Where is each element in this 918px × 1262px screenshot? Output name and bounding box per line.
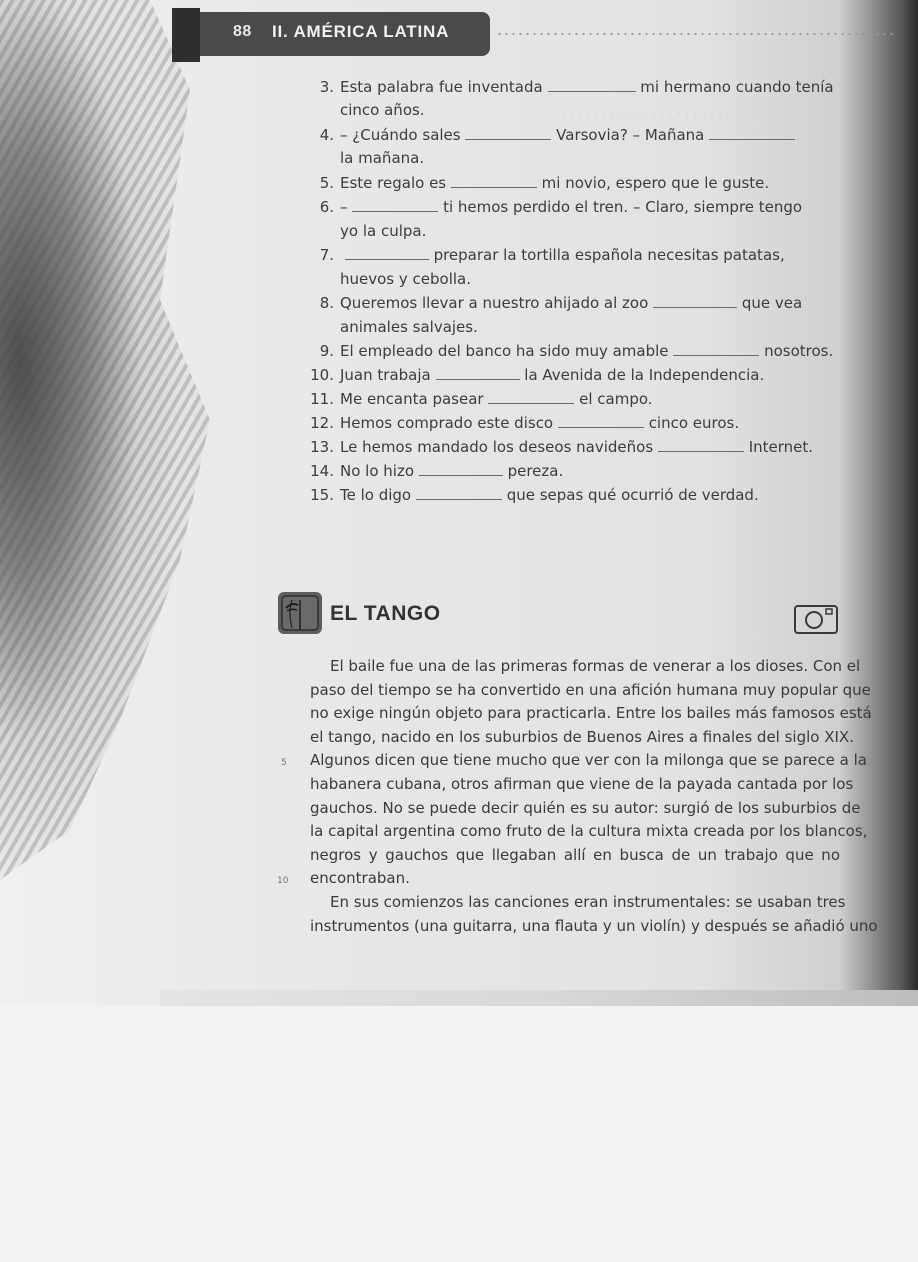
- blank-field[interactable]: [416, 487, 502, 500]
- blank-field[interactable]: [558, 415, 644, 428]
- exercise-text-after: la Avenida de la Independencia.: [524, 366, 765, 384]
- text-line: En sus comienzos las canciones eran instrumentales: se usaban tres: [330, 892, 846, 911]
- exercise-text-before: Hemos comprado este disco: [340, 414, 554, 432]
- exercise-text-after: preparar la tortilla española necesitas patatas,: [433, 246, 785, 264]
- exercise-continuation: cinco años.: [340, 101, 425, 119]
- exercise-continuation: animales salvajes.: [340, 318, 478, 336]
- blank-field[interactable]: [419, 463, 503, 476]
- blank-field[interactable]: [658, 439, 744, 452]
- exercise-text-before: –: [340, 198, 348, 216]
- blank-field[interactable]: [465, 127, 551, 140]
- exercise-number: 14.: [310, 462, 334, 480]
- exercise-number: 6.: [319, 198, 334, 216]
- exercise-text-before: Juan trabaja: [340, 366, 431, 384]
- text-line: no exige ningún objeto para practicarla. Entre los bailes más famosos está: [310, 704, 872, 723]
- exercise-item: [306, 126, 795, 144]
- exercise-number: 15.: [310, 486, 334, 504]
- header-dotted-rule: [496, 33, 896, 35]
- exercise-text-after: ti hemos perdido el tren. – Claro, siempre tengo: [443, 198, 803, 216]
- exercise-number: 3.: [319, 78, 334, 96]
- exercise-text-middle: Varsovia? – Mañana: [556, 126, 705, 144]
- reading-text: [310, 655, 878, 938]
- exercise-text-before: Queremos llevar a nuestro ahijado al zoo: [340, 294, 649, 312]
- exercise-text-before: Me encanta pasear: [340, 390, 484, 408]
- exercise-number: 13.: [310, 438, 334, 456]
- text-line: instrumentos (una guitarra, una flauta y un violín) y después se añadió uno: [310, 916, 878, 935]
- exercise-item: [306, 246, 785, 264]
- chapter-title: II. AMÉRICA LATINA: [272, 22, 450, 41]
- blank-field[interactable]: [436, 367, 520, 380]
- line-number: 5: [281, 758, 287, 768]
- exercise-text-before: Esta palabra fue inventada: [340, 78, 543, 96]
- exercise-text-after: cinco euros.: [648, 414, 740, 432]
- page-number: 88: [233, 23, 252, 40]
- section-title: EL TANGO: [330, 602, 441, 625]
- blank-field[interactable]: [345, 247, 429, 260]
- exercise-text-before: Te lo digo: [340, 486, 412, 504]
- exercise-text-before: El empleado del banco ha sido muy amable: [340, 342, 669, 360]
- camera-icon: [793, 601, 839, 635]
- blank-field[interactable]: [451, 175, 537, 188]
- blank-field[interactable]: [488, 391, 574, 404]
- exercise-text-before: – ¿Cuándo sales: [340, 126, 461, 144]
- blank-field[interactable]: [673, 343, 759, 356]
- exercise-text-before: Este regalo es: [340, 174, 447, 192]
- text-line: gauchos. No se puede decir quién es su autor: surgió de los suburbios de: [310, 798, 861, 817]
- exercise-item: [306, 294, 802, 312]
- exercise-continuation: huevos y cebolla.: [340, 270, 471, 288]
- exercise-item: [306, 414, 739, 432]
- text-line: la capital argentina como fruto de la cultura mixta creada por los blancos,: [310, 822, 868, 841]
- exercise-number: 10.: [310, 366, 334, 384]
- exercise-number: 12.: [310, 414, 334, 432]
- blank-field[interactable]: [653, 295, 737, 308]
- exercise-text-after: el campo.: [579, 390, 653, 408]
- text-line: encontraban.: [310, 869, 410, 888]
- text-line: paso del tiempo se ha convertido en una afición humana muy popular que: [310, 680, 871, 699]
- header-side-block: [172, 8, 200, 62]
- exercise-text-after: mi hermano cuando tenía: [640, 78, 834, 96]
- exercise-text-before: No lo hizo: [340, 462, 415, 480]
- exercise-item: [306, 198, 802, 216]
- exercise-number: 11.: [310, 390, 334, 408]
- exercise-item: [306, 366, 764, 384]
- exercise-text-before: Le hemos mandado los deseos navideños: [340, 438, 654, 456]
- blank-field[interactable]: [709, 127, 795, 140]
- exercise-continuation: la mañana.: [340, 149, 425, 167]
- exercise-number: 9.: [319, 342, 334, 360]
- blank-field[interactable]: [352, 199, 438, 212]
- exercise-text-after: que sepas qué ocurrió de verdad.: [506, 486, 759, 504]
- exercise-number: 7.: [319, 246, 334, 264]
- text-line: negros y gauchos que llegaban allí en busca de un trabajo que no: [310, 845, 840, 864]
- exercise-number: 4.: [319, 126, 334, 144]
- text-line: El baile fue una de las primeras formas de venerar a los dioses. Con el: [330, 657, 861, 675]
- text-line: habanera cubana, otros afirman que viene de la payada cantada por los: [310, 774, 854, 793]
- exercise-number: 5.: [319, 174, 334, 192]
- exercise-item: [306, 78, 834, 96]
- line-number: 10: [277, 876, 289, 886]
- exercise-item: [306, 486, 759, 504]
- face-icon: [278, 592, 322, 634]
- exercise-continuation: yo la culpa.: [340, 222, 427, 240]
- exercise-text-after: nosotros.: [764, 342, 834, 360]
- exercise-number: 8.: [319, 294, 334, 312]
- exercise-item: [306, 390, 653, 408]
- exercise-text-after: mi novio, espero que le guste.: [541, 174, 770, 192]
- exercise-text-after: Internet.: [748, 438, 814, 456]
- exercise-text-after: pereza.: [507, 462, 564, 480]
- text-line: el tango, nacido en los suburbios de Buenos Aires a finales del siglo XIX.: [310, 727, 854, 746]
- page-bottom-edge: [160, 990, 918, 1006]
- exercise-item: [306, 342, 833, 360]
- exercise-text-after: que vea: [741, 294, 803, 312]
- exercise-item: [306, 174, 769, 192]
- bleed-through-text: . . . . . . . . . . . . . . . . . . . . . . . . .: [520, 104, 723, 119]
- blank-field[interactable]: [548, 79, 636, 92]
- exercise-item: [306, 462, 563, 480]
- exercise-item: [306, 438, 813, 456]
- text-line: Algunos dicen que tiene mucho que ver con la milonga que se parece a la: [310, 751, 867, 770]
